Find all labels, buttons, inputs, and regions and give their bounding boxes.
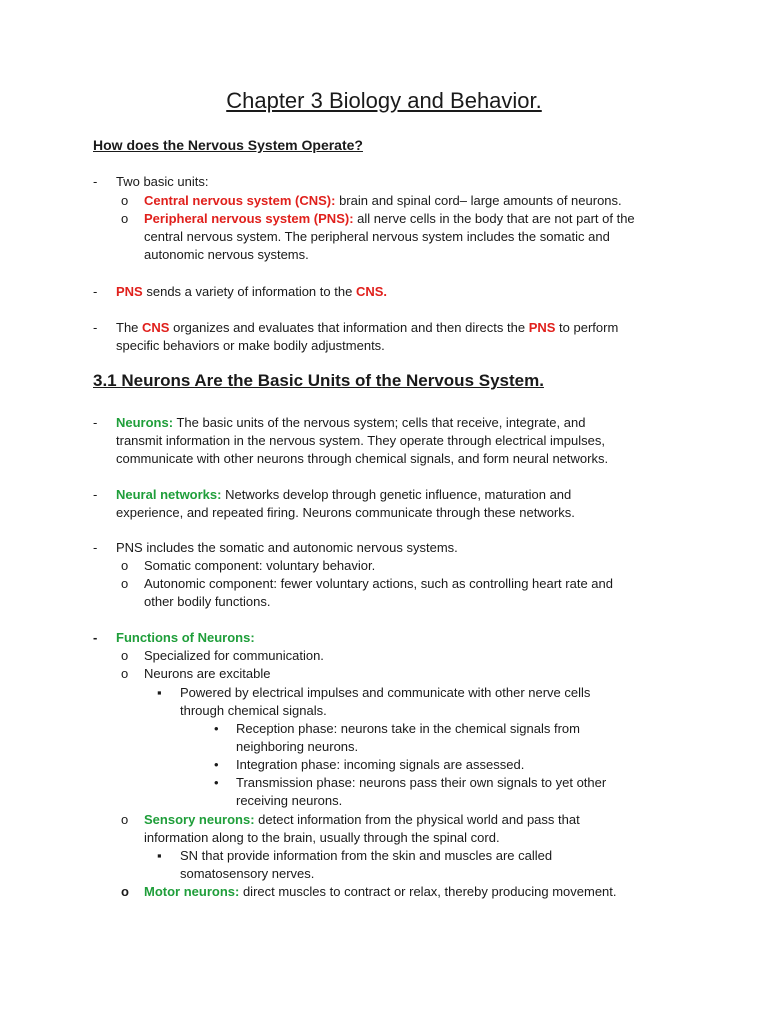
dash-marker: - <box>93 174 98 189</box>
list-item: PNS includes the somatic and autonomic nervous systems. <box>116 540 458 555</box>
list-item: Reception phase: neurons take in the chemical signals from <box>236 721 580 736</box>
circle-marker: o <box>121 558 129 573</box>
list-item-continuation: specific behaviors or make bodily adjustments. <box>116 338 385 353</box>
dash-marker: - <box>93 320 98 335</box>
list-item: Two basic units: <box>116 174 209 189</box>
dash-marker: - <box>93 630 98 645</box>
list-item: Transmission phase: neurons pass their own signals to yet other <box>236 775 607 790</box>
dot-marker: • <box>214 721 219 736</box>
list-item-continuation: transmit information in the nervous system. They operate through electrical impulses, <box>116 433 605 448</box>
list-item-continuation: central nervous system. The peripheral nervous system includes the somatic and <box>144 229 610 244</box>
list-item: PNS sends a variety of information to the CNS. <box>116 284 387 299</box>
neural-networks-term: Neural networks: <box>116 487 222 502</box>
list-item-continuation: through chemical signals. <box>180 703 327 718</box>
list-item: Neural networks: Networks develop through genetic influence, maturation and <box>116 487 572 502</box>
dot-marker: • <box>214 775 219 790</box>
circle-marker: o <box>121 648 129 663</box>
dash-marker: - <box>93 540 98 555</box>
sensory-neurons-term: Sensory neurons: <box>144 812 255 827</box>
section-heading-neurons: 3.1 Neurons Are the Basic Units of the Nervous System. <box>93 371 544 390</box>
list-item: Integration phase: incoming signals are assessed. <box>236 757 525 772</box>
list-item-continuation: autonomic nervous systems. <box>144 247 309 262</box>
list-item: Neurons are excitable <box>144 666 271 681</box>
neurons-term: Neurons: <box>116 415 174 430</box>
list-item: Somatic component: voluntary behavior. <box>144 558 376 573</box>
dash-marker: - <box>93 284 98 299</box>
circle-marker: o <box>121 211 129 226</box>
list-item-continuation: receiving neurons. <box>236 793 343 808</box>
list-item: Peripheral nervous system (PNS): all nerve cells in the body that are not part of the <box>144 211 635 226</box>
dash-marker: - <box>93 415 98 430</box>
list-item: Central nervous system (CNS): brain and spinal cord– large amounts of neurons. <box>144 193 622 208</box>
list-item-continuation: information along to the brain, usually through the spinal cord. <box>144 830 500 845</box>
circle-marker: o <box>121 193 129 208</box>
list-item-continuation: communicate with other neurons through chemical signals, and form neural networks. <box>116 451 609 466</box>
list-item-continuation: experience, and repeated firing. Neurons communicate through these networks. <box>116 505 575 520</box>
list-item: Sensory neurons: detect information from the physical world and pass that <box>144 812 580 827</box>
list-item: Powered by electrical impulses and communicate with other nerve cells <box>180 685 591 700</box>
motor-neurons-term: Motor neurons: <box>144 884 240 899</box>
list-item: Specialized for communication. <box>144 648 324 663</box>
list-item: SN that provide information from the skin and muscles are called <box>180 848 553 863</box>
list-item: Neurons: The basic units of the nervous system; cells that receive, integrate, and <box>116 415 586 430</box>
circle-marker: o <box>121 576 129 591</box>
dot-marker: • <box>214 757 219 772</box>
list-item: Motor neurons: direct muscles to contract or relax, thereby producing movement. <box>144 884 617 899</box>
circle-marker: o <box>121 666 129 681</box>
functions-term: Functions of Neurons: <box>116 630 255 645</box>
square-marker: ▪ <box>157 685 162 700</box>
circle-marker: o <box>121 884 129 899</box>
list-item-continuation: other bodily functions. <box>144 594 271 609</box>
pns-term: Peripheral nervous system (PNS): <box>144 211 354 226</box>
cns-term: Central nervous system (CNS): <box>144 193 336 208</box>
square-marker: ▪ <box>157 848 162 863</box>
page-title: Chapter 3 Biology and Behavior. <box>226 88 542 113</box>
list-item-continuation: somatosensory nerves. <box>180 866 315 881</box>
circle-marker: o <box>121 812 129 827</box>
list-item: Autonomic component: fewer voluntary actions, such as controlling heart rate and <box>144 576 613 591</box>
dash-marker: - <box>93 487 98 502</box>
list-item: The CNS organizes and evaluates that information and then directs the PNS to perform <box>116 320 619 335</box>
list-item-continuation: neighboring neurons. <box>236 739 359 754</box>
section-heading-nervous-system: How does the Nervous System Operate? <box>93 137 363 153</box>
